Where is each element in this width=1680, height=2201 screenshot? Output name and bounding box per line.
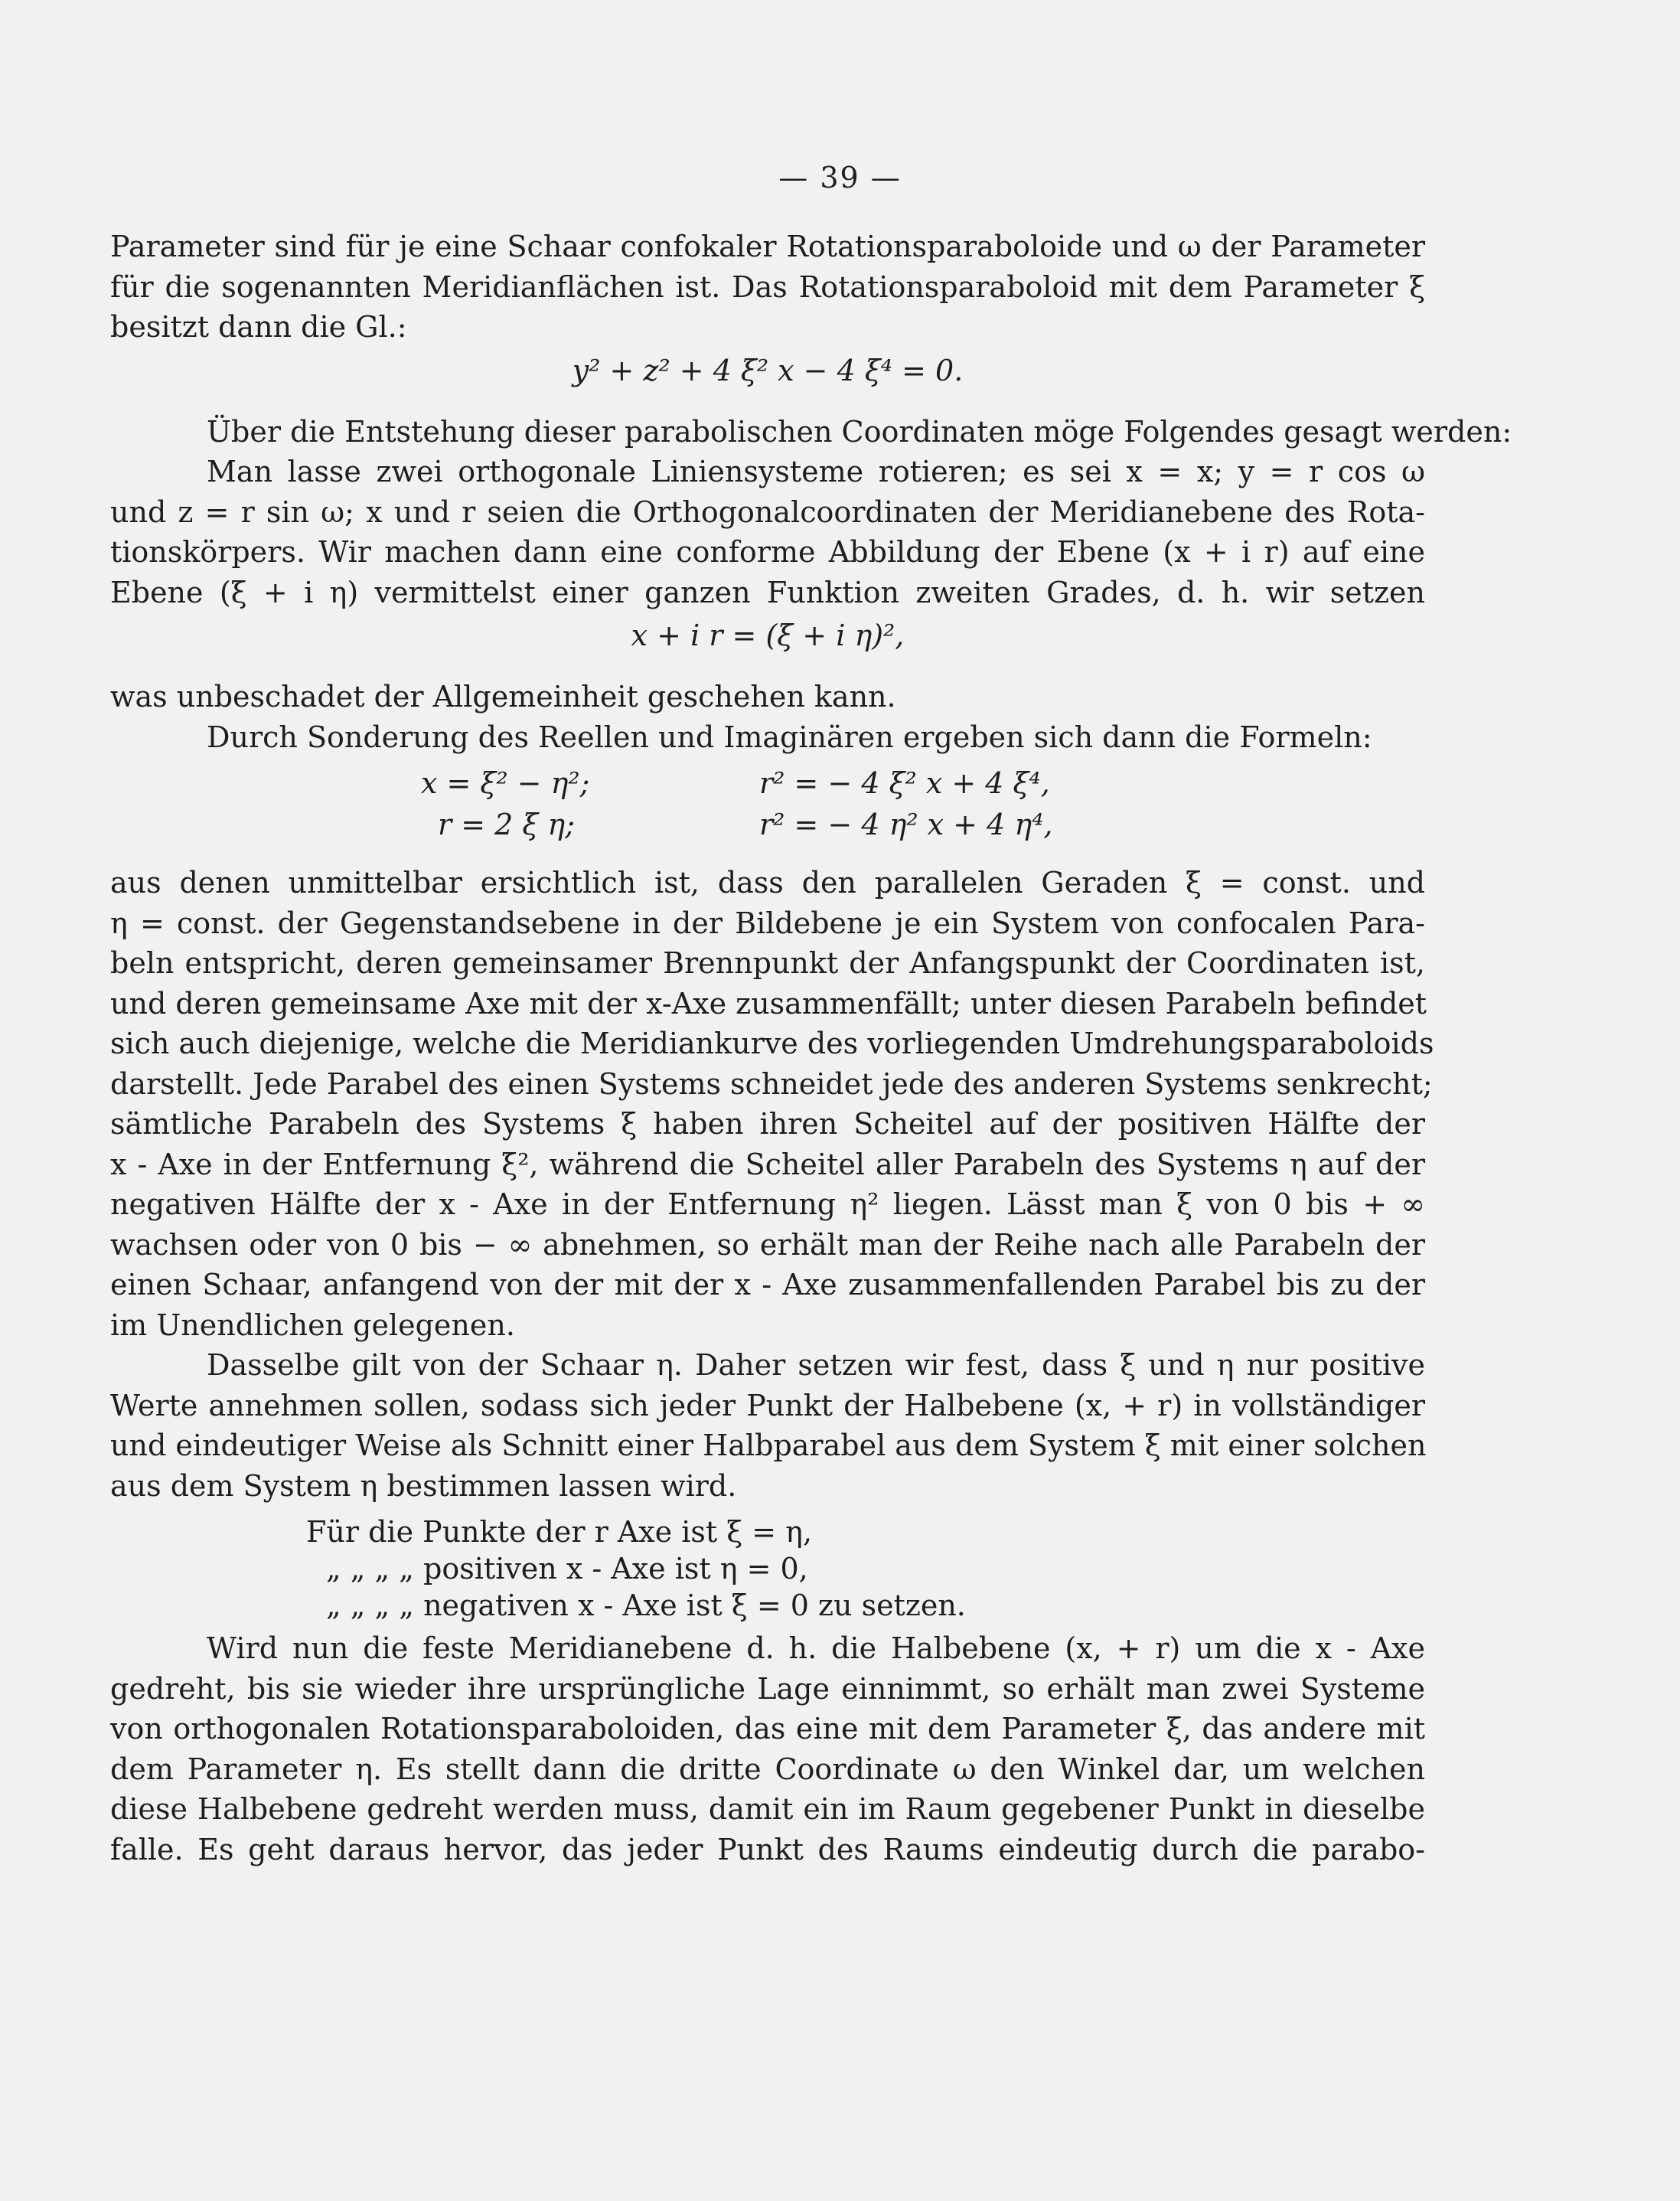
text-line: von orthogonalen Rotationsparaboloiden, das eine mit dem Parameter ξ, das andere mit — [110, 1712, 1425, 1745]
text-line: Wird nun die feste Meridianebene d. h. die Halbebene (x, + r) um die x - Axe — [207, 1631, 1425, 1665]
text-line: Werte annehmen sollen, sodass sich jeder Punkt der Halbebene (x, + r) in vollständiger — [110, 1388, 1425, 1422]
equation-conformal: x + i r = (ξ + i η)², — [631, 619, 905, 652]
text-line: tionskörpers. Wir machen dann eine conforme Abbildung der Ebene (x + i r) auf eine — [110, 535, 1425, 569]
text-line: und z = r sin ω; x und r seien die Orthogonalcoordinaten der Meridianebene des Rota- — [110, 495, 1425, 529]
text-line: darstellt. Jede Parabel des einen Systems schneidet jede des anderen Systems senkrecht; — [110, 1066, 1433, 1101]
text-line: und deren gemeinsame Axe mit der x-Axe zusammenfällt; unter diesen Parabeln befindet — [110, 986, 1427, 1020]
text-line: negativen Hälfte der x - Axe in der Entfernung η² liegen. Lässt man ξ von 0 bis + ∞ — [110, 1187, 1425, 1221]
text-line: Parameter sind für je eine Schaar confokaler Rotationsparaboloide und ω der Parameter — [110, 230, 1425, 263]
formula-x: x = ξ² − η²; — [421, 766, 590, 800]
text-line: Man lasse zwei orthogonale Liniensysteme rotieren; es sei x = x; y = r cos ω — [207, 455, 1425, 488]
text-line: was unbeschadet der Allgemeinheit geschehen kann. — [110, 680, 896, 714]
text-line: beln entspricht, deren gemeinsamer Brennpunkt der Anfangspunkt der Coordinaten ist, — [110, 946, 1425, 980]
text-line: einen Schaar, anfangend von der mit der x - Axe zusammenfallenden Parabel bis zu der — [110, 1268, 1425, 1301]
formula-r2-eta: r² = − 4 η² x + 4 η⁴, — [759, 808, 1053, 841]
text-line: Dasselbe gilt von der Schaar η. Daher setzen wir fest, dass ξ und η nur positive — [207, 1348, 1425, 1382]
text-line: x - Axe in der Entfernung ξ², während die Scheitel aller Parabeln des Systems η auf der — [110, 1147, 1425, 1181]
formula-block — [110, 757, 1425, 847]
text-line: besitzt dann die Gl.: — [110, 310, 407, 344]
text-line: Ebene (ξ + i η) vermittelst einer ganzen Funktion zweiten Grades, d. h. wir setzen — [110, 575, 1425, 609]
page-body — [110, 227, 1512, 1870]
text-line: aus denen unmittelbar ersichtlich ist, dass den parallelen Geraden ξ = const. und — [110, 866, 1425, 900]
text-line: Durch Sonderung des Reellen und Imaginären ergeben sich dann die Formeln: — [207, 720, 1372, 754]
text-line: und eindeutiger Weise als Schnitt einer Halbparabel aus dem System ξ mit einer solchen — [110, 1429, 1427, 1462]
page-number: — 39 — — [778, 161, 902, 194]
condition-positive-x-axis: „ „ „ „ positiven x - Axe ist η = 0, — [326, 1552, 808, 1585]
text-line: im Unendlichen gelegenen. — [110, 1308, 515, 1342]
text-line: gedreht, bis sie wieder ihre ursprüngliche Lage einnimmt, so erhält man zwei Systeme — [110, 1671, 1425, 1706]
text-line: falle. Es geht daraus hervor, das jeder Punkt des Raums eindeutig durch die parabo- — [110, 1832, 1425, 1866]
text-line: sich auch diejenige, welche die Meridiankurve des vorliegenden Umdrehungsparaboloids — [110, 1027, 1434, 1060]
text-line: aus dem System η bestimmen lassen wird. — [110, 1468, 737, 1503]
condition-r-axis: Für die Punkte der r Axe ist ξ = η, — [306, 1515, 813, 1549]
text-line: sämtliche Parabeln des Systems ξ haben ihren Scheitel auf der positiven Hälfte der — [110, 1107, 1425, 1141]
text-line: Über die Entstehung dieser parabolischen Coordinaten möge Folgendes gesagt werden: — [207, 414, 1512, 449]
formula-r2-xi: r² = − 4 ξ² x + 4 ξ⁴, — [759, 766, 1050, 800]
equation-paraboloid: y² + z² + 4 ξ² x − 4 ξ⁴ = 0. — [572, 353, 964, 387]
axis-conditions — [110, 1506, 1425, 1628]
text-line: wachsen oder von 0 bis − ∞ abnehmen, so erhält man der Reihe nach alle Parabeln der — [110, 1227, 1425, 1262]
condition-negative-x-axis: „ „ „ „ negativen x - Axe ist ξ = 0 zu setzen. — [326, 1589, 966, 1622]
text-line: η = const. der Gegenstandsebene in der Bildebene je ein System von confocalen Para- — [110, 906, 1425, 940]
text-line: für die sogenannten Meridianflächen ist. Das Rotationsparaboloid mit dem Parameter ξ — [110, 269, 1425, 304]
formula-r: r = 2 ξ η; — [438, 808, 575, 841]
text-line: diese Halbebene gedreht werden muss, damit ein im Raum gegebener Punkt in dieselbe — [110, 1792, 1425, 1826]
text-line: dem Parameter η. Es stellt dann die dritte Coordinate ω den Winkel dar, um welchen — [110, 1752, 1425, 1786]
